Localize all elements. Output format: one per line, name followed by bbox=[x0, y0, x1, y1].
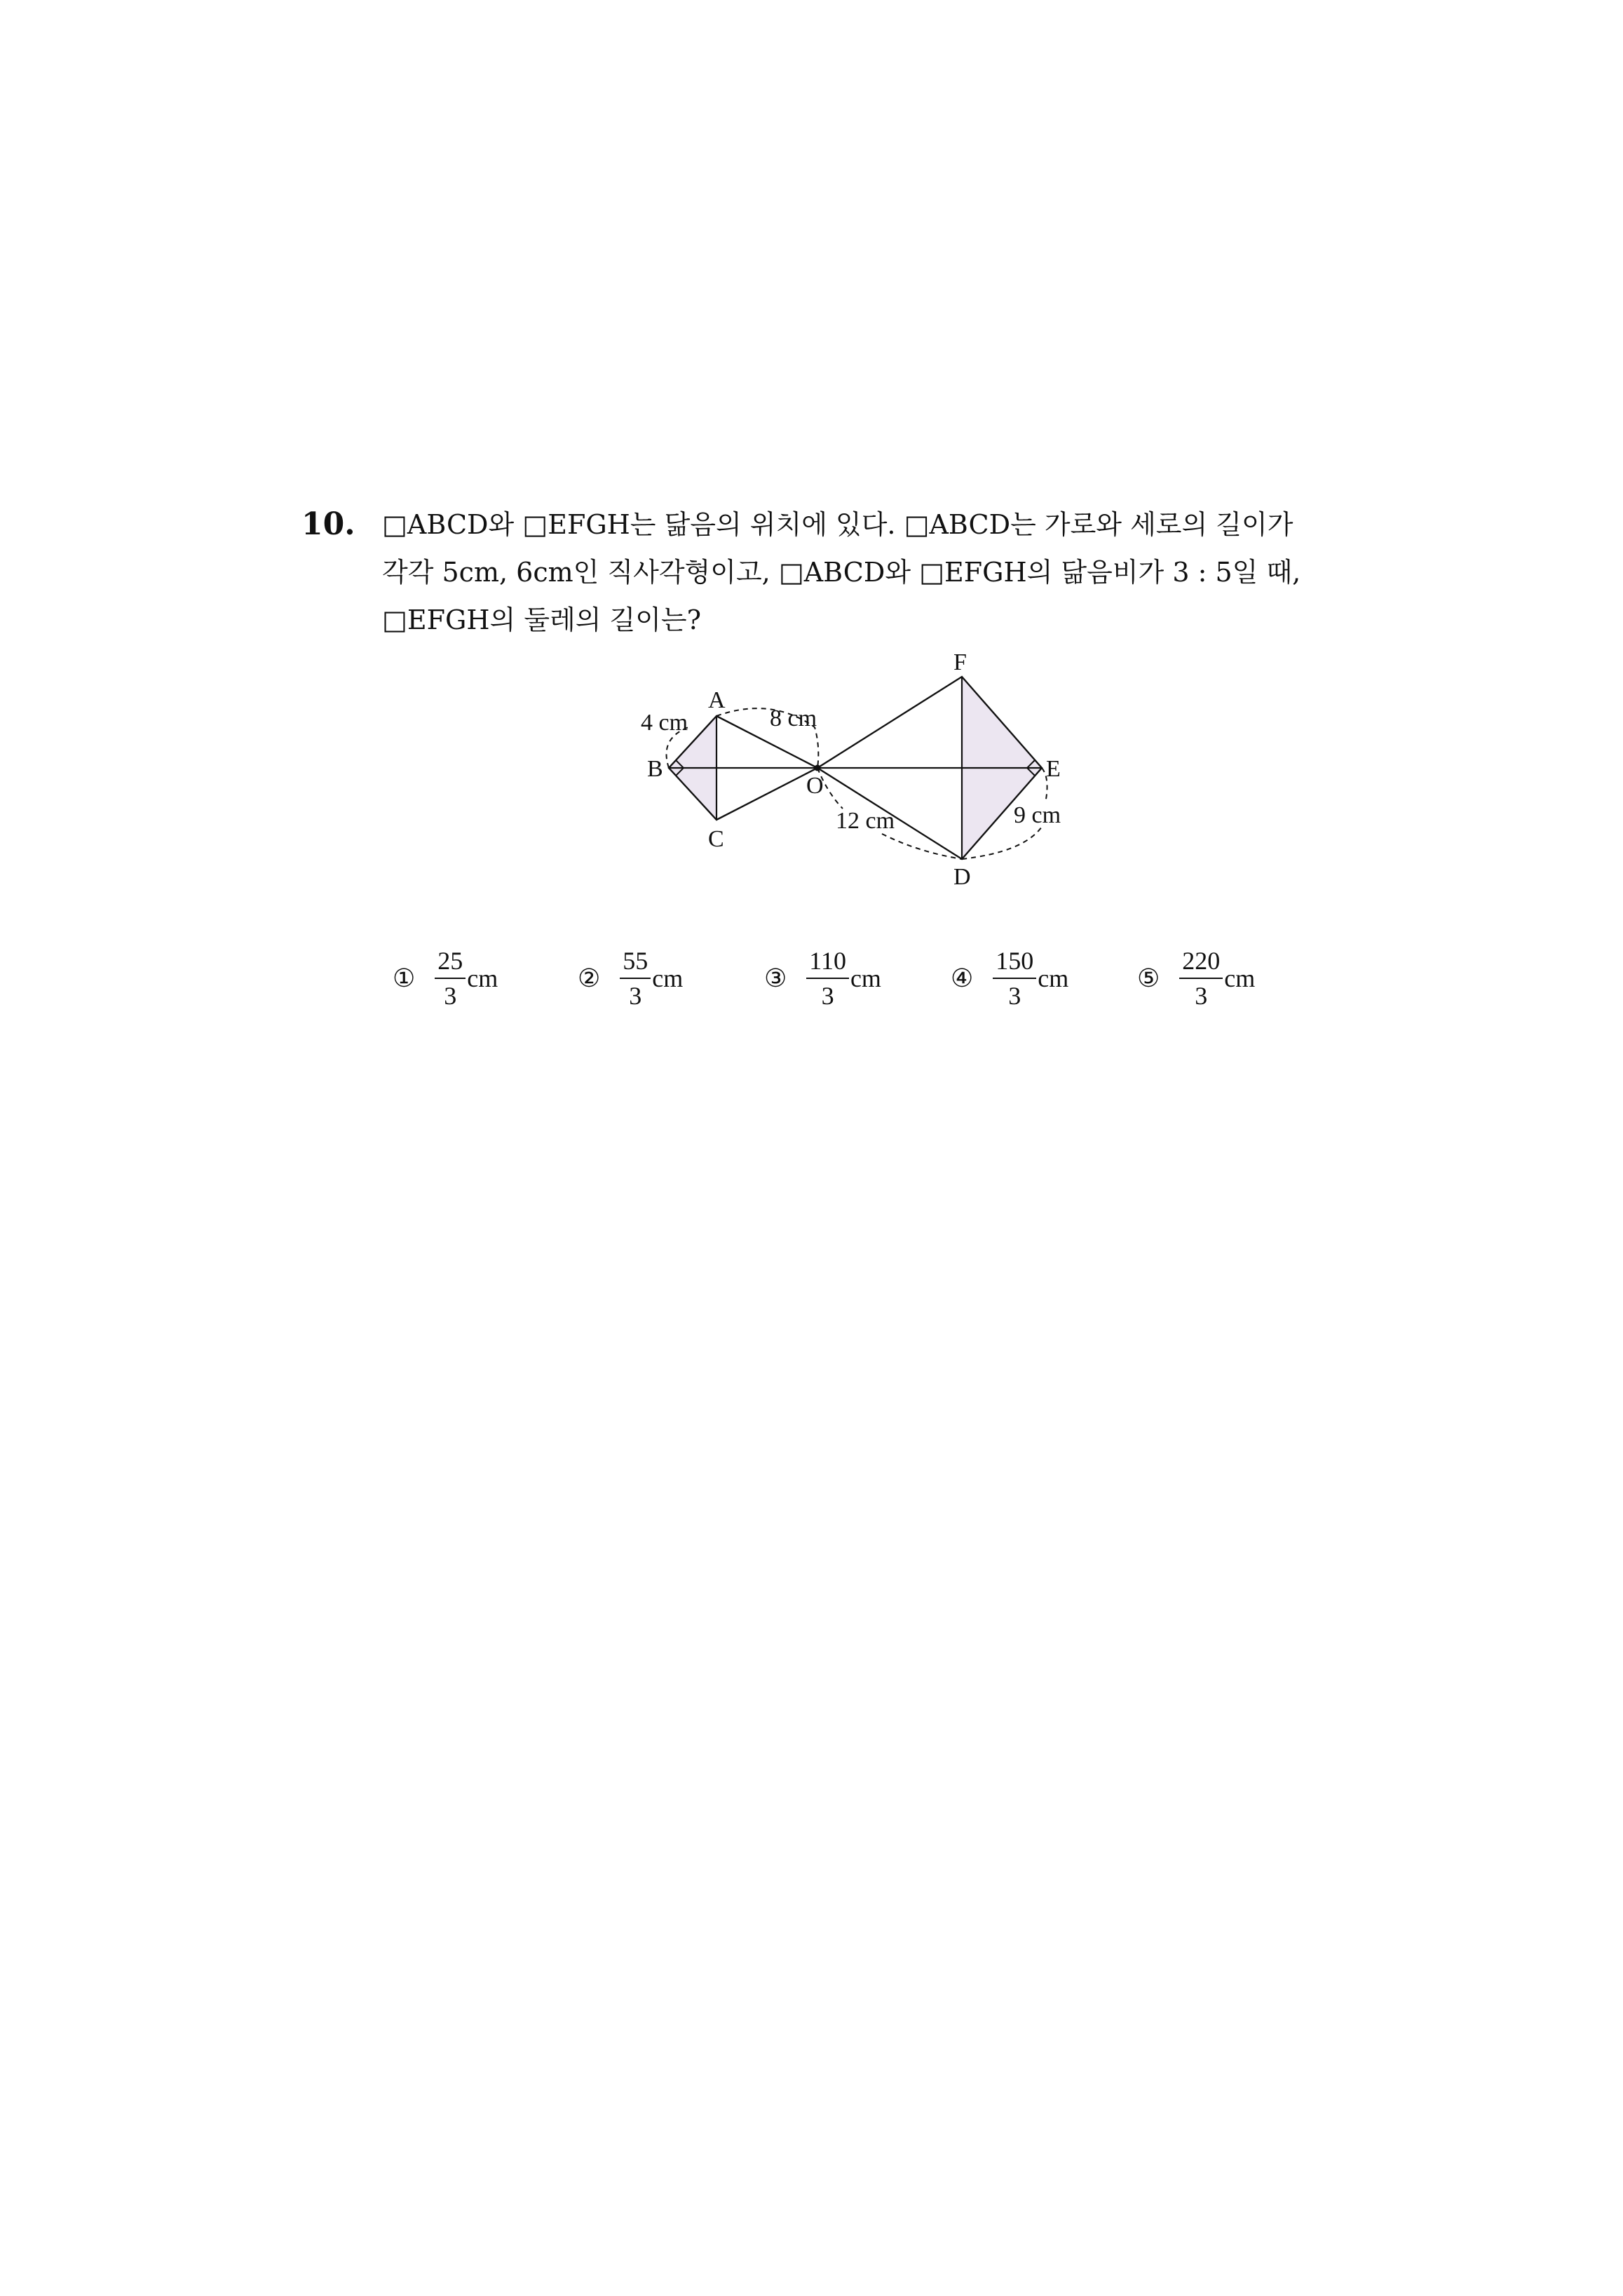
label-e: E bbox=[1046, 756, 1061, 782]
choice-marker: ③ bbox=[764, 964, 787, 993]
choice-2[interactable] bbox=[578, 940, 683, 1017]
choice-marker: ② bbox=[578, 964, 601, 993]
fraction-numerator: 25 bbox=[435, 947, 466, 979]
choice-fraction bbox=[435, 947, 466, 1010]
fraction-denominator: 3 bbox=[821, 982, 834, 1010]
fraction-denominator: 3 bbox=[1008, 982, 1021, 1010]
choice-unit: cm bbox=[1224, 964, 1256, 992]
similar-figures-diagram bbox=[617, 649, 1094, 887]
length-label-ba: 4 cm bbox=[641, 710, 688, 736]
diagram-svg bbox=[617, 649, 1094, 887]
dashed-arc-od-2 bbox=[882, 834, 962, 859]
fraction-denominator: 3 bbox=[1195, 982, 1208, 1010]
length-label-ao: 8 cm bbox=[770, 705, 817, 731]
fraction-numerator: 150 bbox=[993, 947, 1036, 979]
length-label-od: 12 cm bbox=[836, 808, 895, 834]
choice-unit: cm bbox=[467, 964, 498, 992]
fraction-denominator: 3 bbox=[629, 982, 642, 1010]
label-c: C bbox=[708, 826, 724, 852]
length-label-de: 9 cm bbox=[1014, 802, 1061, 828]
label-d: D bbox=[953, 864, 971, 887]
choice-1[interactable] bbox=[393, 940, 498, 1017]
choice-marker: ④ bbox=[951, 964, 974, 993]
choice-marker: ⑤ bbox=[1137, 964, 1160, 993]
answer-choices bbox=[393, 940, 1304, 1017]
problem-line-2: 각각 5cm, 6cm인 직사각형이고, □ABCD와 □EFGH의 닮음비가 3 : 5일 때, bbox=[382, 557, 1301, 588]
fraction-denominator: 3 bbox=[444, 982, 457, 1010]
choice-fraction bbox=[620, 947, 651, 1010]
fraction-numerator: 55 bbox=[620, 947, 651, 979]
problem-line-3: □EFGH의 둘레의 길이는? bbox=[382, 605, 701, 635]
choice-fraction bbox=[806, 947, 849, 1010]
choice-5[interactable] bbox=[1137, 940, 1255, 1017]
label-o: O bbox=[806, 773, 824, 799]
choice-unit: cm bbox=[850, 964, 881, 992]
choice-marker: ① bbox=[393, 964, 416, 993]
fraction-numerator: 220 bbox=[1179, 947, 1223, 979]
fraction-numerator: 110 bbox=[806, 947, 849, 979]
choice-unit: cm bbox=[652, 964, 684, 992]
choice-4[interactable] bbox=[951, 940, 1068, 1017]
label-a: A bbox=[708, 687, 726, 713]
problem-line-1: □ABCD와 □EFGH는 닮음의 위치에 있다. □ABCD는 가로와 세로의 길이가 bbox=[382, 509, 1293, 540]
choice-unit: cm bbox=[1038, 964, 1069, 992]
label-f: F bbox=[953, 649, 967, 675]
problem-number: 10. bbox=[301, 506, 355, 542]
choice-3[interactable] bbox=[764, 940, 881, 1017]
choice-fraction bbox=[1179, 947, 1223, 1010]
label-b: B bbox=[647, 756, 663, 782]
problem-statement bbox=[382, 501, 1336, 644]
choice-fraction bbox=[993, 947, 1036, 1010]
